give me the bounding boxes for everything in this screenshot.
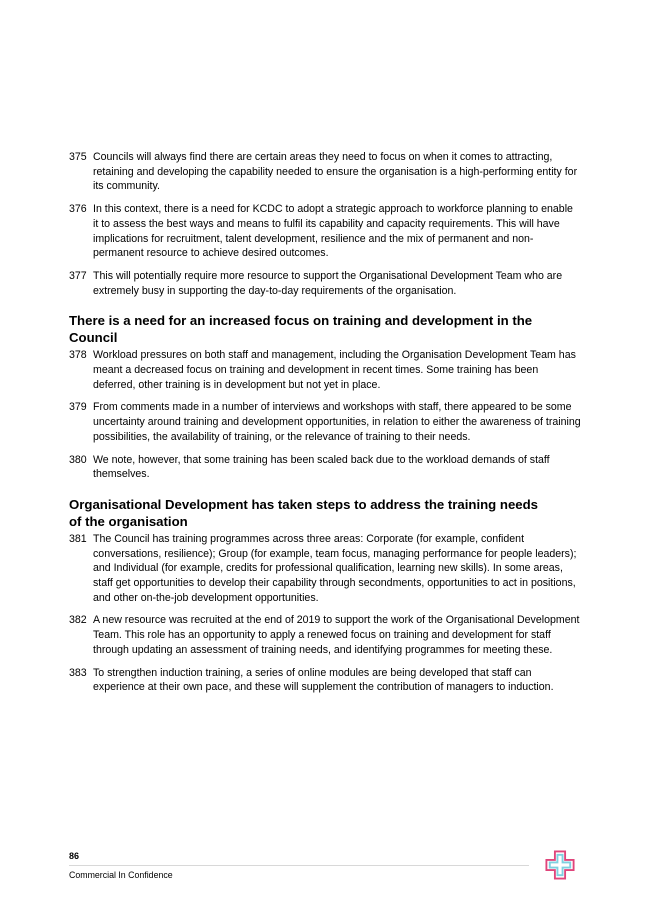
paragraph-text: Councils will always find there are certain areas they need to focus on when it comes to attracting, retaining and developing the capability needed to ensure the organisation is a high-performing entity for its community.	[93, 151, 578, 193]
paragraph-number: 379	[69, 401, 87, 414]
paragraph-377	[69, 269, 581, 298]
confidentiality-label: Commercial In Confidence	[69, 870, 173, 880]
paragraph-text: This will potentially require more resource to support the Organisational Development Team who are extremely busy in supporting the day-to-day requirements of the organisation.	[93, 269, 563, 297]
paragraph-number: 376	[69, 203, 87, 216]
paragraph-text: Workload pressures on both staff and management, including the Organisation Development Team has meant a decreased focus on training and development in recent times. Some training has been deferred, other training is in development but not yet in place.	[93, 349, 576, 391]
footer-divider	[69, 865, 529, 866]
paragraph-text: In this context, there is a need for KCDC to adopt a strategic approach to workforce planning to enable it to assess the best ways and means to fulfil its capability and capacity requirements. This will have implications for recruitment, talent development, resilience and the mix of permanent and non-permanent resource to achieve desired outcomes.	[93, 203, 573, 260]
section-heading-training-focus: There is a need for an increased focus on training and development in the Council	[69, 313, 533, 346]
paragraph-text: To strengthen induction training, a series of online modules are being developed that staff can experience at their own pace, and these will supplement the contribution of managers to induction.	[93, 666, 554, 694]
flower-logo-icon	[543, 848, 577, 882]
paragraph-text: The Council has training programmes across three areas: Corporate (for example, confident conversations, resilience); Group (for example, team focus, managing performance for people leaders); and Individual (for example, credits for professional qualification, learning new skills). In some areas, staff get opportunities to develop their capability through secondments, opportunities to act in positions, and other on-the-job development opportunities.	[93, 532, 577, 604]
paragraph-383	[69, 666, 581, 695]
paragraph-375	[69, 150, 581, 194]
paragraph-381	[69, 532, 581, 606]
section-heading-od-steps: Organisational Development has taken steps to address the training needs of the organisation	[69, 496, 539, 529]
paragraph-text: We note, however, that some training has been scaled back due to the workload demands of staff themselves.	[93, 453, 550, 481]
paragraph-number: 380	[69, 453, 87, 466]
paragraph-text: From comments made in a number of interviews and workshops with staff, there appeared to be some uncertainty around training and development opportunities, in relation to either the awareness of training possibilities, the availability of training, or the relevance of training to their needs.	[93, 401, 581, 443]
paragraph-text: A new resource was recruited at the end of 2019 to support the work of the Organisational Development Team. This role has an opportunity to apply a renewed focus on training and development for staff through updating an assessment of training needs, and identifying programmes for meeting these.	[93, 614, 580, 656]
document-body	[69, 150, 581, 703]
paragraph-number: 377	[69, 269, 87, 282]
paragraph-number: 375	[69, 151, 87, 163]
paragraph-number: 383	[69, 666, 87, 679]
page-number: 86	[69, 851, 80, 861]
paragraph-378	[69, 348, 581, 392]
paragraph-number: 381	[69, 532, 87, 545]
paragraph-379	[69, 400, 581, 444]
paragraph-number: 378	[69, 349, 87, 362]
paragraph-number: 382	[69, 614, 87, 627]
paragraph-376	[69, 202, 581, 261]
paragraph-380	[69, 453, 581, 482]
paragraph-382	[69, 613, 581, 657]
